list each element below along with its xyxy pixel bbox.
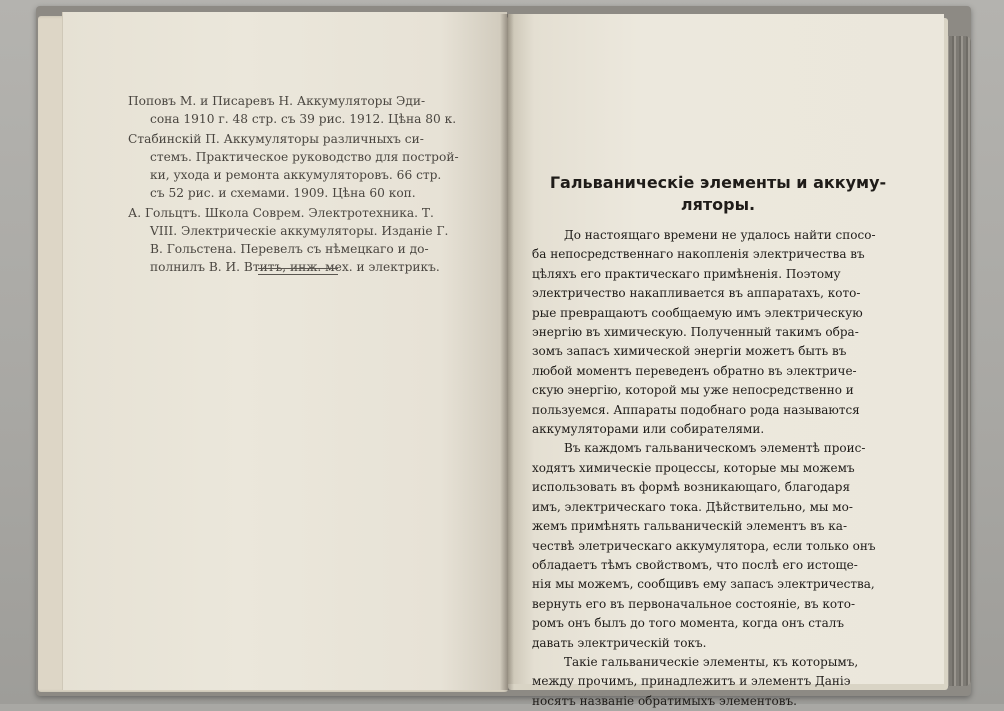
text-line: скую энергію, которой мы уже непосредственно и (532, 383, 854, 398)
chapter-title (528, 172, 908, 216)
text-line: давать электрическій токъ. (532, 635, 707, 650)
text-line: ромъ онъ былъ до того момента, когда онъ сталъ (532, 616, 845, 631)
bibliography-entry-2 (120, 130, 480, 202)
paragraph-1 (514, 226, 924, 439)
text-line: До настоящаго времени не удалось найти спосо- (564, 228, 876, 242)
text-line: между прочимъ, принадлежитъ и элементъ Даніэ (532, 674, 851, 689)
bibliography-entry-1 (120, 92, 480, 128)
text-line: ходятъ химическіе процессы, которые мы можемъ (532, 460, 855, 475)
double-rule-divider (258, 268, 338, 275)
text-line: чествѣ элетрическаго аккумулятора, если только онъ (532, 538, 876, 553)
text-line: вернуть его въ первоначальное состояніе, въ кото- (532, 596, 856, 611)
entry-line: полнилъ В. И. Втитъ, инж. мех. и электрикъ. (150, 260, 440, 274)
text-line: цѣляхъ его практическаго примѣненія. Поэтому (532, 266, 841, 281)
text-line: использовать въ формѣ возникающаго, благодаря (532, 480, 851, 495)
text-line: Такіе гальваническіе элементы, къ которымъ, (564, 654, 859, 669)
text-line: пользуемся. Аппараты подобнаго рода называются (532, 402, 860, 417)
text-line: ба непосредственнаго накопленія электричества въ (532, 247, 865, 262)
text-line: обладаетъ тѣмъ свойствомъ, что послѣ его истоще- (532, 557, 858, 572)
entry-line: А. Гольцтъ. Школа Соврем. Электротехника. Т. (128, 206, 434, 220)
entry-line: съ 52 рис. и схемами. 1909. Цѣна 60 коп. (150, 186, 416, 200)
text-line: электричество накапливается въ аппаратахъ, кото- (532, 286, 861, 301)
chapter-title-line: Гальваническіе элементы и аккуму- (549, 173, 887, 192)
bibliography-entry-3 (120, 204, 480, 276)
text-line: энергію въ химическую. Полученный такимъ обра- (532, 325, 859, 340)
text-line: аккумуляторами или собирателями. (532, 422, 765, 437)
paragraph-3 (514, 653, 924, 711)
text-line: носятъ названіе обратимыхъ элементовъ. (532, 693, 797, 708)
bibliography-list (120, 92, 480, 278)
text-line: Въ каждомъ гальваническомъ элементѣ проис- (564, 441, 866, 456)
entry-line: Стабинскій П. Аккумуляторы различныхъ си- (128, 132, 424, 146)
book-gutter (500, 14, 514, 690)
chapter-text (514, 172, 924, 711)
text-line: имъ, электрическаго тока. Дѣйствительно, мы мо- (532, 499, 853, 514)
chapter-title-line: ляторы. (680, 195, 756, 214)
text-line: нія мы можемъ, сообщивъ ему запасъ электричества, (532, 577, 875, 592)
entry-line: сона 1910 г. 48 стр. съ 39 рис. 1912. Цѣна 80 к. (150, 112, 457, 126)
entry-line: ки, ухода и ремонта аккумуляторовъ. 66 стр. (150, 168, 442, 182)
entry-line: VIII. Электрическіе аккумуляторы. Изданіе Г. (150, 224, 449, 238)
text-line: рые превращаютъ сообщаемую имъ электрическую (532, 305, 863, 320)
entry-line: стемъ. Практическое руководство для построй- (150, 150, 459, 164)
text-line: жемъ примѣнять гальваническій элементъ въ ка- (532, 519, 848, 534)
text-line: зомъ запасъ химической энергіи можетъ быть въ (532, 344, 847, 359)
entry-line: В. Гольстена. Перевелъ съ нѣмецкаго и до- (150, 242, 429, 256)
text-line: любой моментъ переведенъ обратно въ электриче- (532, 363, 857, 378)
entry-line: Поповъ М. и Писаревъ Н. Аккумуляторы Эди- (128, 94, 426, 108)
paragraph-2 (514, 439, 924, 652)
